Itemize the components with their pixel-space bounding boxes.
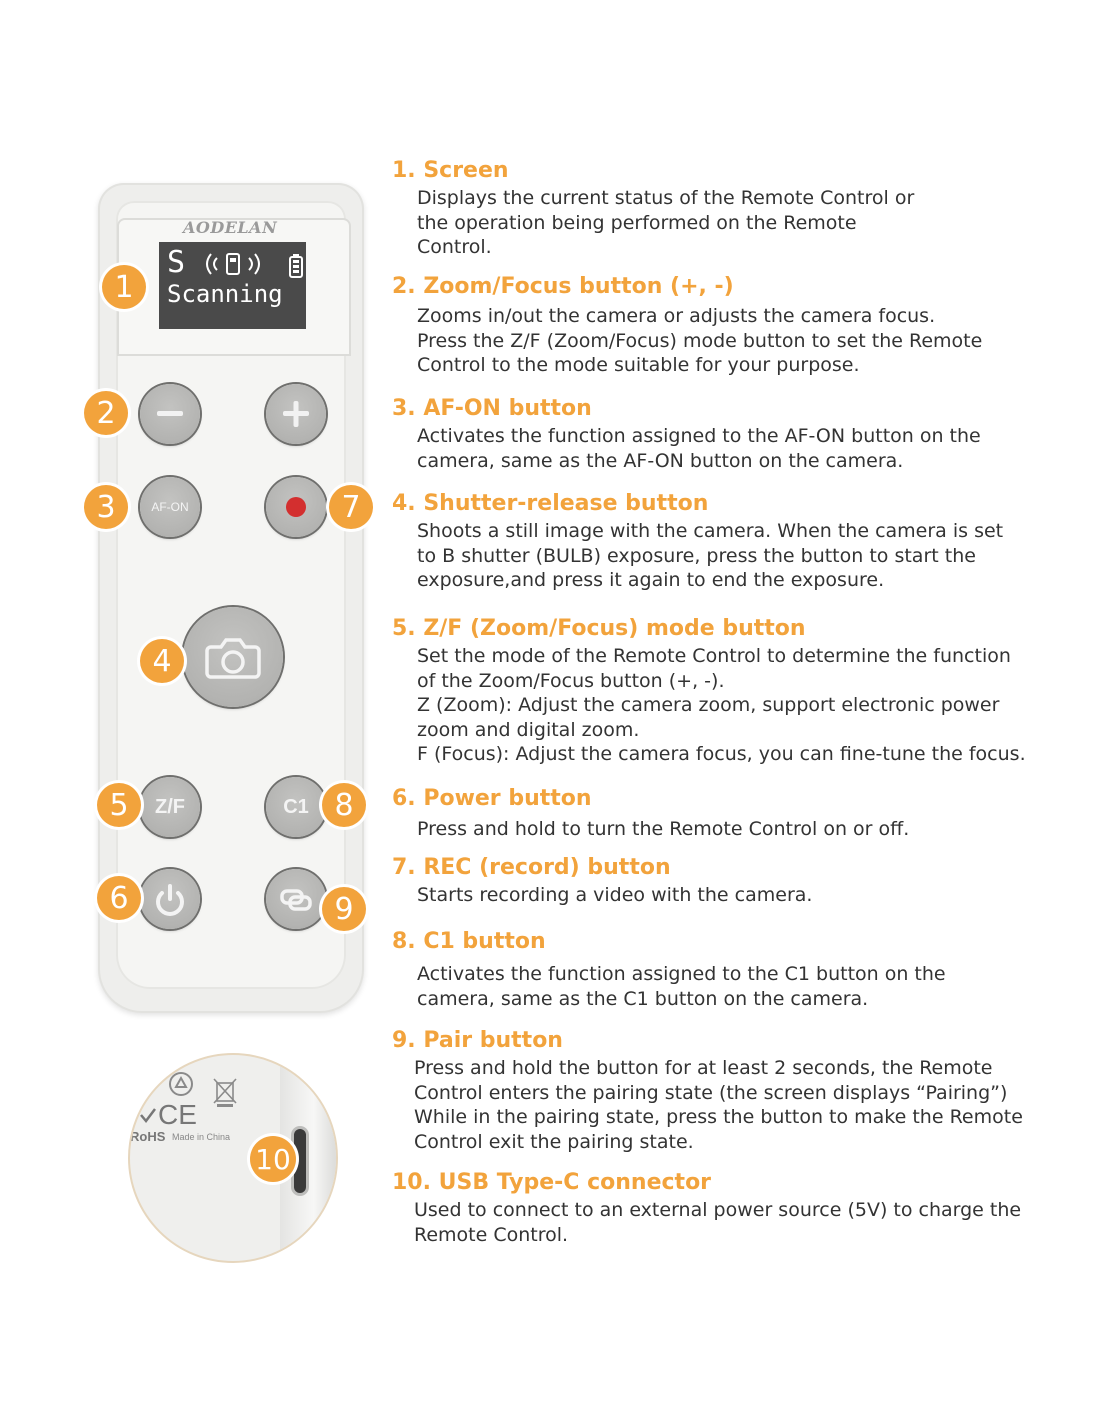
item-line: Press and hold the button for at least 2 seconds, the Remote xyxy=(414,1057,993,1079)
callout-9: 9 xyxy=(322,887,366,931)
item-description xyxy=(417,644,1072,767)
zf-label: Z/F xyxy=(155,795,185,818)
af-on-button[interactable] xyxy=(140,477,200,537)
item-line: Control. xyxy=(417,236,492,259)
item-line: While in the pairing state, press the button to make the Remote xyxy=(414,1106,1023,1129)
item-zoom-focus xyxy=(392,272,1072,378)
recycle-icon xyxy=(166,1069,196,1099)
item-zf-mode xyxy=(392,614,1072,767)
rohs-mark: RoHS xyxy=(130,1129,166,1144)
item-description xyxy=(414,1056,1072,1154)
item-title: 2. Zoom/Focus button (+, -) xyxy=(392,274,734,299)
item-line: Zooms in/out the camera or adjusts the camera focus. xyxy=(417,305,936,327)
ce-mark: CE xyxy=(158,1099,197,1130)
record-dot-icon xyxy=(266,477,326,537)
item-description xyxy=(417,304,1072,378)
item-line: exposure,and press it again to end the exposure. xyxy=(417,569,885,592)
item-title: 10. USB Type-C connector xyxy=(392,1170,712,1195)
item-line: Shoots a still image with the camera. When the camera is set xyxy=(417,520,1004,542)
callout-5: 5 xyxy=(97,783,141,827)
item-title: 4. Shutter-release button xyxy=(392,491,709,516)
item-line: Activates the function assigned to the AF-ON button on the xyxy=(417,425,981,447)
item-description xyxy=(417,186,1072,260)
callout-1: 1 xyxy=(102,265,146,309)
item-line: Press and hold to turn the Remote Control on or off. xyxy=(417,818,910,840)
item-line: Control exit the pairing state. xyxy=(414,1130,694,1153)
item-line: Set the mode of the Remote Control to determine the function xyxy=(417,645,1011,667)
zoom-plus-button[interactable] xyxy=(266,384,326,444)
item-line: zoom and digital zoom. xyxy=(417,718,640,741)
power-icon xyxy=(140,869,200,929)
item-title: 3. AF-ON button xyxy=(392,396,592,421)
c1-label: C1 xyxy=(283,795,309,818)
item-description xyxy=(417,817,1072,842)
item-line: Z (Zoom): Adjust the camera zoom, support electronic power xyxy=(417,694,1000,717)
item-line: Displays the current status of the Remote Control or xyxy=(417,187,915,209)
item-description xyxy=(417,962,1072,1011)
item-rec xyxy=(392,853,1072,908)
callout-6: 6 xyxy=(97,876,141,920)
callout-8: 8 xyxy=(322,783,366,827)
callout-2: 2 xyxy=(84,391,128,435)
shutter-release-button[interactable] xyxy=(183,607,283,707)
plus-icon xyxy=(266,384,326,444)
item-line: Starts recording a video with the camera. xyxy=(417,884,813,906)
screen-mode-letter: S xyxy=(167,245,186,280)
item-line: Control enters the pairing state (the screen displays “Pairing”) xyxy=(414,1081,1008,1104)
c1-button[interactable] xyxy=(266,777,326,837)
usb-c-inset xyxy=(128,1053,338,1263)
item-line: F (Focus): Adjust the camera focus, you can fine-tune the focus. xyxy=(417,743,1026,766)
check-mark-icon xyxy=(138,1105,158,1125)
item-screen xyxy=(392,156,1072,260)
item-line: Remote Control. xyxy=(414,1223,569,1246)
camera-icon xyxy=(183,607,283,707)
zf-mode-button[interactable] xyxy=(140,777,200,837)
item-description xyxy=(417,424,1072,473)
item-title: 5. Z/F (Zoom/Focus) mode button xyxy=(392,616,806,641)
item-description xyxy=(417,883,1072,908)
zoom-minus-button[interactable] xyxy=(140,384,200,444)
item-c1 xyxy=(392,927,1072,1011)
item-pair xyxy=(392,1026,1072,1154)
wireless-signal-icon xyxy=(199,250,269,278)
rec-button[interactable] xyxy=(266,477,326,537)
item-shutter xyxy=(392,489,1072,593)
item-title: 1. Screen xyxy=(392,158,509,183)
item-af-on xyxy=(392,394,1072,473)
item-title: 6. Power button xyxy=(392,786,592,811)
item-line: Activates the function assigned to the C1 button on the xyxy=(417,963,946,985)
power-button[interactable] xyxy=(140,869,200,929)
callout-4: 4 xyxy=(140,639,184,683)
af-on-label: AF-ON xyxy=(151,500,189,514)
item-usb-c xyxy=(392,1168,1072,1247)
callout-3: 3 xyxy=(84,485,128,529)
item-line: Control to the mode suitable for your purpose. xyxy=(417,354,860,377)
pair-button[interactable] xyxy=(266,869,326,929)
item-description xyxy=(417,519,1072,593)
item-line: camera, same as the C1 button on the camera. xyxy=(417,987,869,1010)
brand-logo: AODELAN xyxy=(183,218,278,237)
screen-text: Scanning xyxy=(167,280,283,308)
callout-7: 7 xyxy=(329,485,373,529)
item-line: the operation being performed on the Remote xyxy=(417,211,857,234)
item-line: to B shutter (BULB) exposure, press the button to start the xyxy=(417,544,976,567)
link-icon xyxy=(266,869,326,929)
screen-status-bar xyxy=(167,246,302,280)
minus-icon xyxy=(140,384,200,444)
callout-10: 10 xyxy=(250,1136,296,1182)
item-power xyxy=(392,784,1072,842)
item-title: 7. REC (record) button xyxy=(392,855,671,880)
battery-icon xyxy=(289,254,303,278)
item-description xyxy=(414,1198,1072,1247)
weee-bin-icon xyxy=(212,1077,238,1107)
item-line: Press the Z/F (Zoom/Focus) mode button to set the Remote xyxy=(417,329,983,352)
item-line: camera, same as the AF-ON button on the camera. xyxy=(417,449,904,472)
remote-screen xyxy=(159,242,306,329)
made-in-label: Made in China xyxy=(172,1132,231,1142)
item-line: of the Zoom/Focus button (+, -). xyxy=(417,669,725,692)
item-title: 9. Pair button xyxy=(392,1028,563,1053)
item-line: Used to connect to an external power source (5V) to charge the xyxy=(414,1199,1022,1221)
item-title: 8. C1 button xyxy=(392,929,546,954)
